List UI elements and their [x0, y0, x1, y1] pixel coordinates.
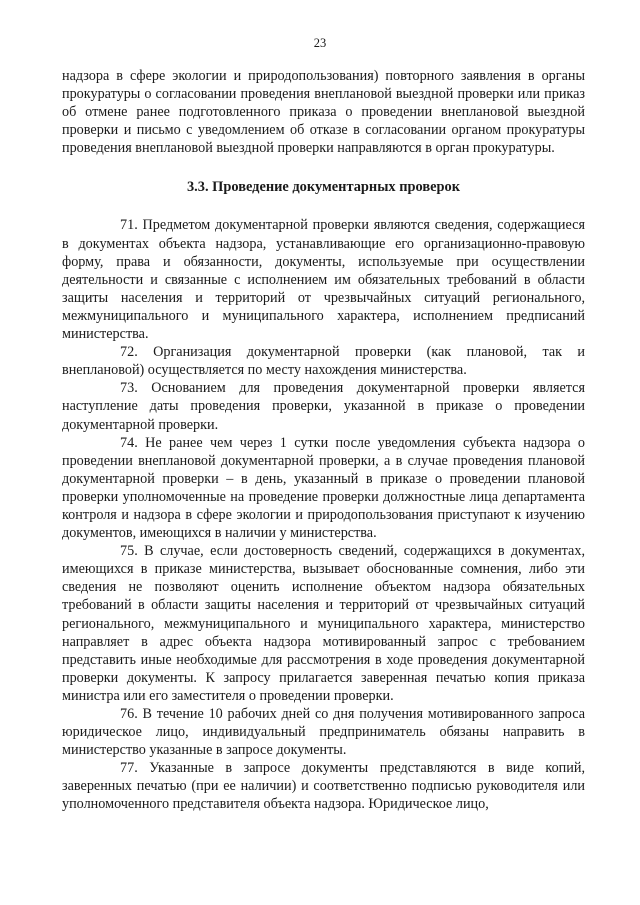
paragraph-75: 75. В случае, если достоверность сведений, содержащихся в документах, имеющихся в приказе министерства, вызывает обоснованные сомнения, либо эти сведения не позволяют оценить исполнение объектом надзора обязательных требований в области защиты населения и территорий от чрезвычайных ситуаций регионального, межмуниципального и муниципального характера, министерство направляет в адрес объекта надзора мотивированный запрос с требованием представить иные необходимые для рассмотрения в ходе проведения документарной проверки документы. К запросу прилагается заверенная печатью копия приказа министра или его заместителя о проведении проверки.	[62, 543, 585, 704]
paragraph-77: 77. Указанные в запросе документы представляются в виде копий, заверенных печатью (при ее наличии) и соответственно подписью руководителя или уполномоченного представителя объекта надзора. Юридическое лицо,	[62, 760, 585, 813]
paragraph-72: 72. Организация документарной проверки (как плановой, так и внеплановой) осуществляется по месту нахождения министерства.	[62, 344, 585, 379]
paragraph-71: 71. Предметом документарной проверки являются сведения, содержащиеся в документах объекта надзора, устанавливающие его организационно-правовую форму, права и обязанности, документы, используемые при осуществлении деятельности и связанные с исполнением им обязательных требований в области защиты населения и территорий от чрезвычайных ситуаций регионального, межмуниципального и муниципального характера, исполнением предписаний министерства.	[62, 217, 585, 343]
page-number: 23	[313, 36, 327, 50]
paragraph-74: 74. Не ранее чем через 1 сутки после уведомления субъекта надзора о проведении внеплановой документарной проверки, а в случае проведения плановой документарной проверки – в день, указанный в приказе о проведении плановой проверки уполномоченные на проведение проверки должностные лица департамента контроля и надзора в сфере экологии и природопользования приступают к изучению документов, имеющихся в наличии у министерства.	[62, 434, 585, 542]
document-body	[62, 67, 585, 814]
section-heading: 3.3. Проведение документарных проверок	[186, 179, 460, 196]
intro-paragraph: надзора в сфере экологии и природопользования) повторного заявления в органы прокуратуры о согласовании проведения внеплановой выездной проверки или приказ об отмене ранее подготовленного приказа о проведении внеплановой выездной проверки и письмо с уведомлением об отказе в согласовании органом прокуратуры проведения внеплановой выездной проверки направляются в орган прокуратуры.	[62, 68, 585, 157]
paragraph-73: 73. Основанием для проведения документарной проверки является наступление даты проведения проверки, указанной в приказе о проведении документарной проверки.	[62, 380, 585, 433]
paragraph-76: 76. В течение 10 рабочих дней со дня получения мотивированного запроса юридическое лицо, индивидуальный предприниматель обязаны направить в министерство указанные в запросе документы.	[62, 706, 585, 759]
